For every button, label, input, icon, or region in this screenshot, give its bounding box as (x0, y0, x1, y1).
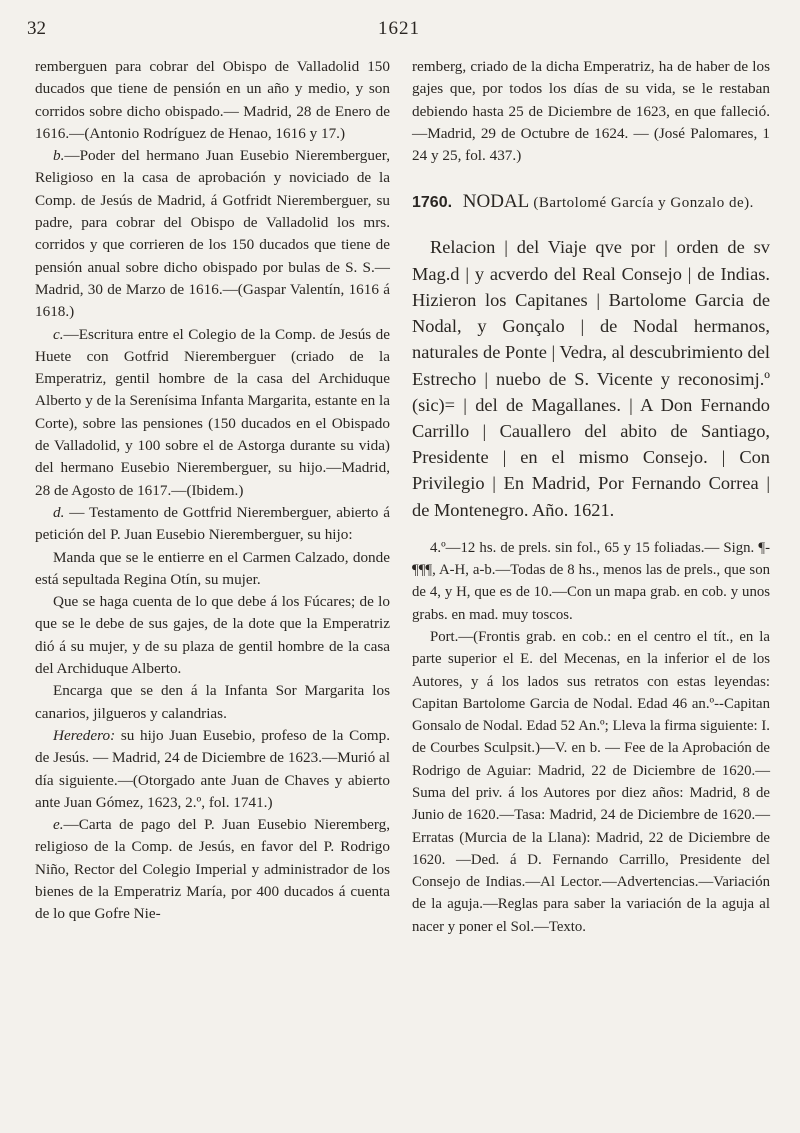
running-year: 1621 (378, 18, 420, 39)
paragraph-b (35, 145, 390, 323)
paragraph: Manda que se le entierre en el Carmen Calzado, donde está sepultada Regina Otín, su mujer. (35, 548, 390, 588)
paragraph: remberguen para cobrar del Obispo de Valladolid 150 ducados que tiene de pensión en un año y medio, y son corridos sobre dicho obispado.— Madrid, 28 de Enero de 1616.—(Antonio Rodríguez de Henao, 1616 y 17.) (35, 58, 390, 142)
contents-description: Port.—(Frontis grab. en cob.: en el centro el tít., en la parte superior el E. del Mecenas, en la inferior el de los Autores, y á los lados sus retratos con estas leyendas: Capitan Bartolome Garcia de Nodal. Edad 46 an.º--Capitan Gonsalo de Nodal. Edad 52 An.º; Lleva la firma siguiente: I. de Courbes Sculpsit.)—V. en b. — Fee de la Aprobación de Rodrigo de Aguiar: Madrid, 22 de Diciembre de 1620.—Suma del priv. á los Autores por diez años: Madrid, 8 de Junio de 1620.—Tasa: Madrid, 24 de Diciembre de 1620.—Erratas (Murcia de la Llana): Madrid, 22 de Diciembre de 1620. —Ded. á D. Fernando Carrillo, Presidente del Consejo de Indias.—Al Lector.—Advertencias.—Variación de la aguja.—Reglas para saber la variación de la aguja al nacer y poner el Sol.—Texto. (412, 628, 770, 935)
paragraph-text: —Poder del hermano Juan Eusebio Nieremberguer, Religioso en la casa de aprobación y noviciado de la Comp. de Jesús de Madrid, á Gotfridt Nieremberguer, su padre, para cobrar del Obispo de Valladolid los mrs. corridos y que corrieren de los 150 ducados que tiene de pensión anual sobre dicho obispado por bulas de S. S.— Madrid, 30 de Marzo de 1616.—(Gaspar Valentín, 1616 á 1618.) (35, 147, 390, 321)
bibliographic-description: 4.º—12 hs. de prels. sin fol., 65 y 15 foliadas.— Sign. ¶-¶¶¶, A-H, a-b.—Todas de 8 hs., menos las de prels., que son de 4, y H, que es de 10.—Con un mapa grab. en cob. y unos grabs. en mad. muy toscos. (412, 539, 770, 623)
paragraph: Encarga que se den á la Infanta Sor Margarita los canarios, jilgueros y calandrias. (35, 682, 390, 722)
paragraph: remberg, criado de la dicha Emperatriz, ha de haber de los gajes que, por todos los días de su vida, se le restaban debiendo hasta 25 de Diciembre de 1623, en que falleció.—Madrid, 29 de Octubre de 1624. — (José Palomares, 1 24 y 25, fol. 437.) (412, 58, 770, 165)
paragraph-heredero (35, 725, 390, 814)
right-column (412, 56, 770, 938)
entry-heading (412, 189, 770, 216)
book-title: Relacion | del Viaje qve por | orden de sv Mag.d | y acverdo del Real Consejo | de Indias. Hizieron los Capitanes | Bartolome Garcia de Nodal, y Gonçalo | de Nodal hermanos, naturales de Ponte | Vedra, al descubrimiento del Estrecho | nuebo de S. Vicente y reconosimj.º (sic)= | del de Magallanes. | A Don Fernando Carrillo | Cauallero del abito de Santiago, Presidente | en el mismo Consejo. | Con Privilegio | En Madrid, Por Fernando Correa | de Montenegro. Año. 1621. (412, 237, 770, 520)
entry-number: 1760. (412, 194, 453, 212)
entry-name: NODAL (462, 191, 529, 213)
page-header (0, 18, 800, 46)
paragraph-e (35, 814, 390, 925)
item-label: Heredero: (53, 726, 116, 744)
item-label: c. (53, 325, 64, 343)
paragraph: Que se haga cuenta de lo que debe á los Fúcares; de lo que se le debe de sus gajes, de la dote que la Emperatriz dió á su mujer, y de su plaza de gentil hombre de la casa del Archiduque Alberto. (35, 593, 390, 678)
paragraph-c (35, 324, 390, 502)
page-number: 32 (27, 18, 46, 39)
paragraph-text: su hijo Juan Eusebio, profeso de la Comp. de Jesús. — Madrid, 24 de Diciembre de 1623.—Murió al día siguiente.—(Otorgado ante Juan de Chaves y abierto ante Juan Gómez, 1623, 2.º, fol. 1741.) (35, 726, 390, 811)
paragraph-text: — Testamento de Gottfrid Nieremberguer, abierto á petición del P. Juan Eusebio Nieremberguer, su hijo: (35, 503, 390, 544)
entry-subname: (Bartolomé García y Gonzalo de). (533, 195, 754, 212)
paragraph-text: —Carta de pago del P. Juan Eusebio Nieremberg, religioso de la Comp. de Jesús, en favor del P. Rodrigo Niño, Rector del Colegio Imperial y administrador de los bienes de la Emperatriz María, por 400 ducados á cuenta de lo que Gofre Nie- (35, 816, 390, 923)
item-label: e. (53, 816, 64, 834)
left-column (35, 56, 390, 926)
item-label: d. (53, 503, 65, 521)
paragraph-d (35, 502, 390, 547)
paragraph-text: —Escritura entre el Colegio de la Comp. de Jesús de Huete con Gotfrid Nieremberguer (criado de la Emperatriz, gentil hombre de la casa del Archiduque Alberto y de la Serenísima Infanta Margarita, estante en la Corte), sobre las pensiones (150 ducados en el Obispado de Valladolid, y 100 sobre el de Astorga durante su vida) del hermano Eusebio Nieremberguer, su hijo.—Madrid, 28 de Agosto de 1617.—(Ibidem.) (35, 325, 390, 499)
item-label: b. (53, 147, 65, 165)
